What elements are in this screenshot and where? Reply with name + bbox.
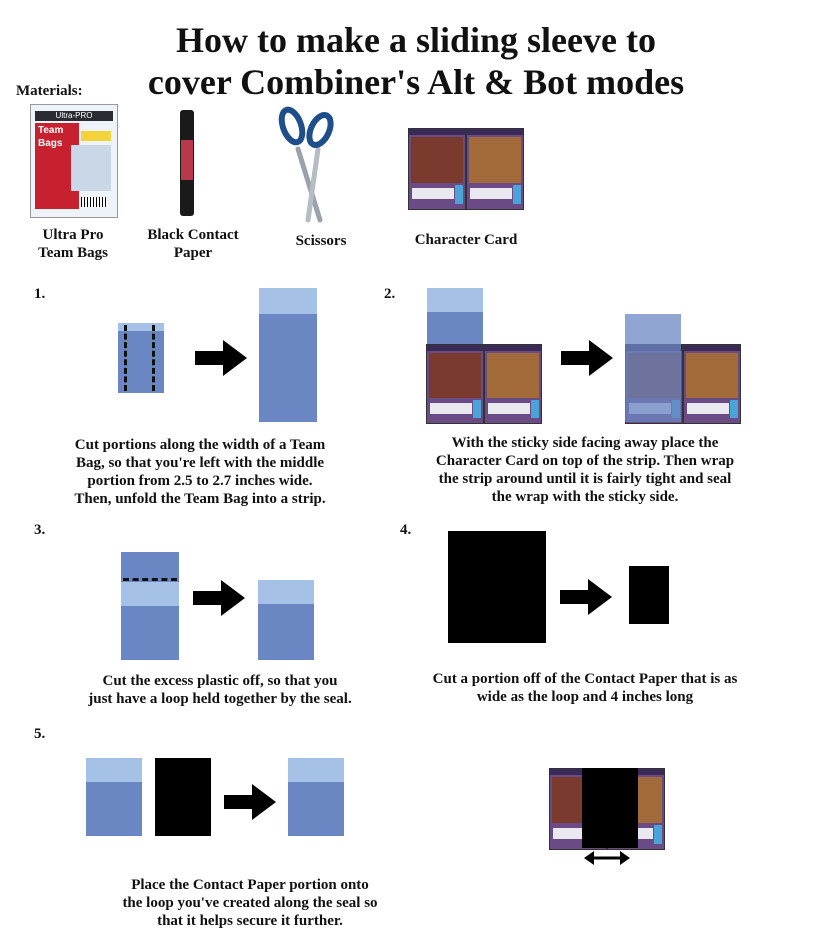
contact-paper-sheet (448, 531, 546, 643)
step-3-number: 3. (34, 522, 46, 538)
card-on-strip-right (484, 344, 542, 424)
materials-label: Materials: (16, 83, 83, 99)
loop-trimmed (258, 580, 314, 660)
loop-step5-seal (86, 758, 142, 782)
strip-top-dark (427, 312, 483, 344)
step-3-caption: Cut the excess plastic off, so that you just have a loop held together by the seal. (88, 673, 352, 707)
pack-badge (81, 131, 111, 141)
sleeve-finished-body (288, 782, 344, 836)
right-arrow-icon (195, 340, 247, 376)
contact-paper-step5 (155, 758, 211, 836)
strip-top-light (427, 288, 483, 312)
step-4-number: 4. (400, 522, 412, 538)
team-bag-strip (259, 288, 317, 422)
cut-line-left (124, 325, 127, 391)
card-wrapped-right (683, 344, 741, 424)
cut-line (123, 578, 177, 581)
step-2-number: 2. (384, 286, 396, 302)
loop-seal (258, 580, 314, 604)
page-title-line1: How to make a sliding sleeve to (176, 20, 656, 60)
step-1-number: 1. (34, 286, 46, 302)
seal-section (121, 582, 179, 606)
sliding-sleeve (582, 768, 638, 848)
loop-body (121, 606, 179, 660)
cut-line-right (152, 325, 155, 391)
character-card-right-image (466, 128, 524, 210)
loop-step5 (86, 758, 142, 836)
contact-paper-portion (629, 566, 669, 624)
step-1-caption: Cut portions along the width of a Team Bag, so that you're left with the middle portion from 2.5 to 2.7 inches wide. Then, unfold the Team Bag into a strip. (74, 437, 326, 507)
team-bags-image (30, 104, 118, 218)
right-arrow-icon (561, 340, 613, 376)
strip-light-section (259, 288, 317, 314)
scissors-label: Scissors (295, 233, 347, 249)
loop-step5-body (86, 782, 142, 836)
pack-product-line2: Bags (38, 138, 63, 149)
pack-brand: Ultra-PRO (35, 111, 113, 121)
team-bag-folded (118, 323, 164, 393)
pack-photo (71, 145, 111, 191)
right-arrow-icon (560, 579, 612, 615)
character-card-label: Character Card (414, 232, 518, 248)
step-5-caption: Place the Contact Paper portion onto the loop you've created along the seal so that it helps secure it further. (122, 877, 378, 929)
card-on-strip-left (426, 344, 484, 424)
page-title-line2: cover Combiner's Alt & Bot modes (147, 62, 685, 102)
pack-barcode (81, 197, 107, 207)
pack-product-line1: Team (38, 125, 64, 136)
sleeve-finished (288, 758, 344, 836)
sleeve-finished-seal (288, 758, 344, 782)
roll-label (181, 140, 193, 180)
loop-with-excess (121, 552, 179, 660)
contact-paper-roll-image (180, 110, 194, 216)
step-5-number: 5. (34, 726, 46, 742)
loop-body-trimmed (258, 604, 314, 660)
right-arrow-icon (193, 580, 245, 616)
step-4-caption: Cut a portion off of the Contact Paper that is as wide as the loop and 4 inches long (432, 671, 738, 705)
step-2-caption: With the sticky side facing away place the Character Card on top of the strip. Then wrap the strip around until it is fairly tight and seal the wrap with the sticky side. (435, 435, 735, 505)
double-arrow-icon (584, 850, 630, 866)
character-card-left-image (408, 128, 466, 210)
strip-wrapped-overlay (625, 314, 681, 422)
scissors-icon (276, 104, 338, 224)
right-arrow-icon (224, 784, 276, 820)
contact-paper-label: Black Contact Paper (147, 227, 239, 261)
team-bags-label: Ultra Pro Team Bags (38, 227, 108, 261)
